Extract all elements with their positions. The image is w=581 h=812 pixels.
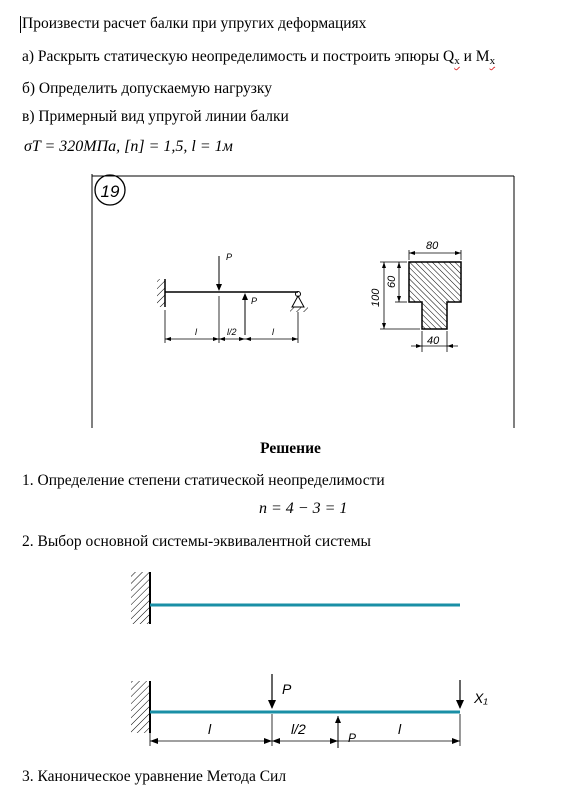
redundant-x1: X₁ — [474, 690, 488, 706]
scheme-span1: l — [208, 721, 212, 737]
load-p-top: P — [282, 681, 292, 697]
load-top-label: P — [226, 252, 233, 262]
wall-hatch-equivalent — [131, 681, 149, 733]
load-p-bottom: P — [348, 731, 357, 745]
step-3: 3. Каноническое уравнение Метода Сил — [22, 768, 287, 785]
dim-height-flange: 60 — [386, 275, 398, 288]
task-item-c: в) Примерный вид упругой линии балки — [22, 108, 289, 125]
task-item-b: б) Определить допускаемую нагрузку — [22, 80, 272, 97]
step-1: 1. Определение степени статической неопределимости — [22, 472, 385, 489]
given-formula: σT = 320МПа, [n] = 1,5, l = 1м — [24, 138, 233, 155]
task-item-a-sub-q: x — [454, 55, 460, 67]
span1-label: l — [195, 327, 197, 337]
equivalent-system — [131, 674, 488, 748]
task-item-a-text: а) Раскрыть статическую неопределимость и построить эпюры Q — [22, 48, 455, 65]
task-item-a-sub-m: x — [489, 55, 496, 67]
task-title: Произвести расчет балки при упругих деформациях — [22, 15, 367, 32]
task-item-a-mid: и M — [459, 48, 490, 65]
scheme-span3: l — [398, 721, 402, 737]
dim-width-bottom: 40 — [427, 335, 440, 347]
basic-system — [131, 572, 460, 624]
dim-width-top: 80 — [426, 240, 439, 252]
span2-label: l/2 — [227, 327, 237, 337]
wall-hatch-basic — [131, 572, 149, 624]
solution-heading: Решение — [260, 440, 321, 457]
formula-n: n = 4 − 3 = 1 — [259, 500, 348, 517]
scheme-span2: l/2 — [291, 721, 306, 737]
step-2: 2. Выбор основной системы-эквивалентной системы — [22, 533, 371, 550]
span3-label: l — [272, 327, 274, 337]
dim-height-total: 100 — [370, 288, 382, 307]
load-mid-label: P — [251, 296, 258, 306]
variant-number: 19 — [100, 182, 120, 201]
